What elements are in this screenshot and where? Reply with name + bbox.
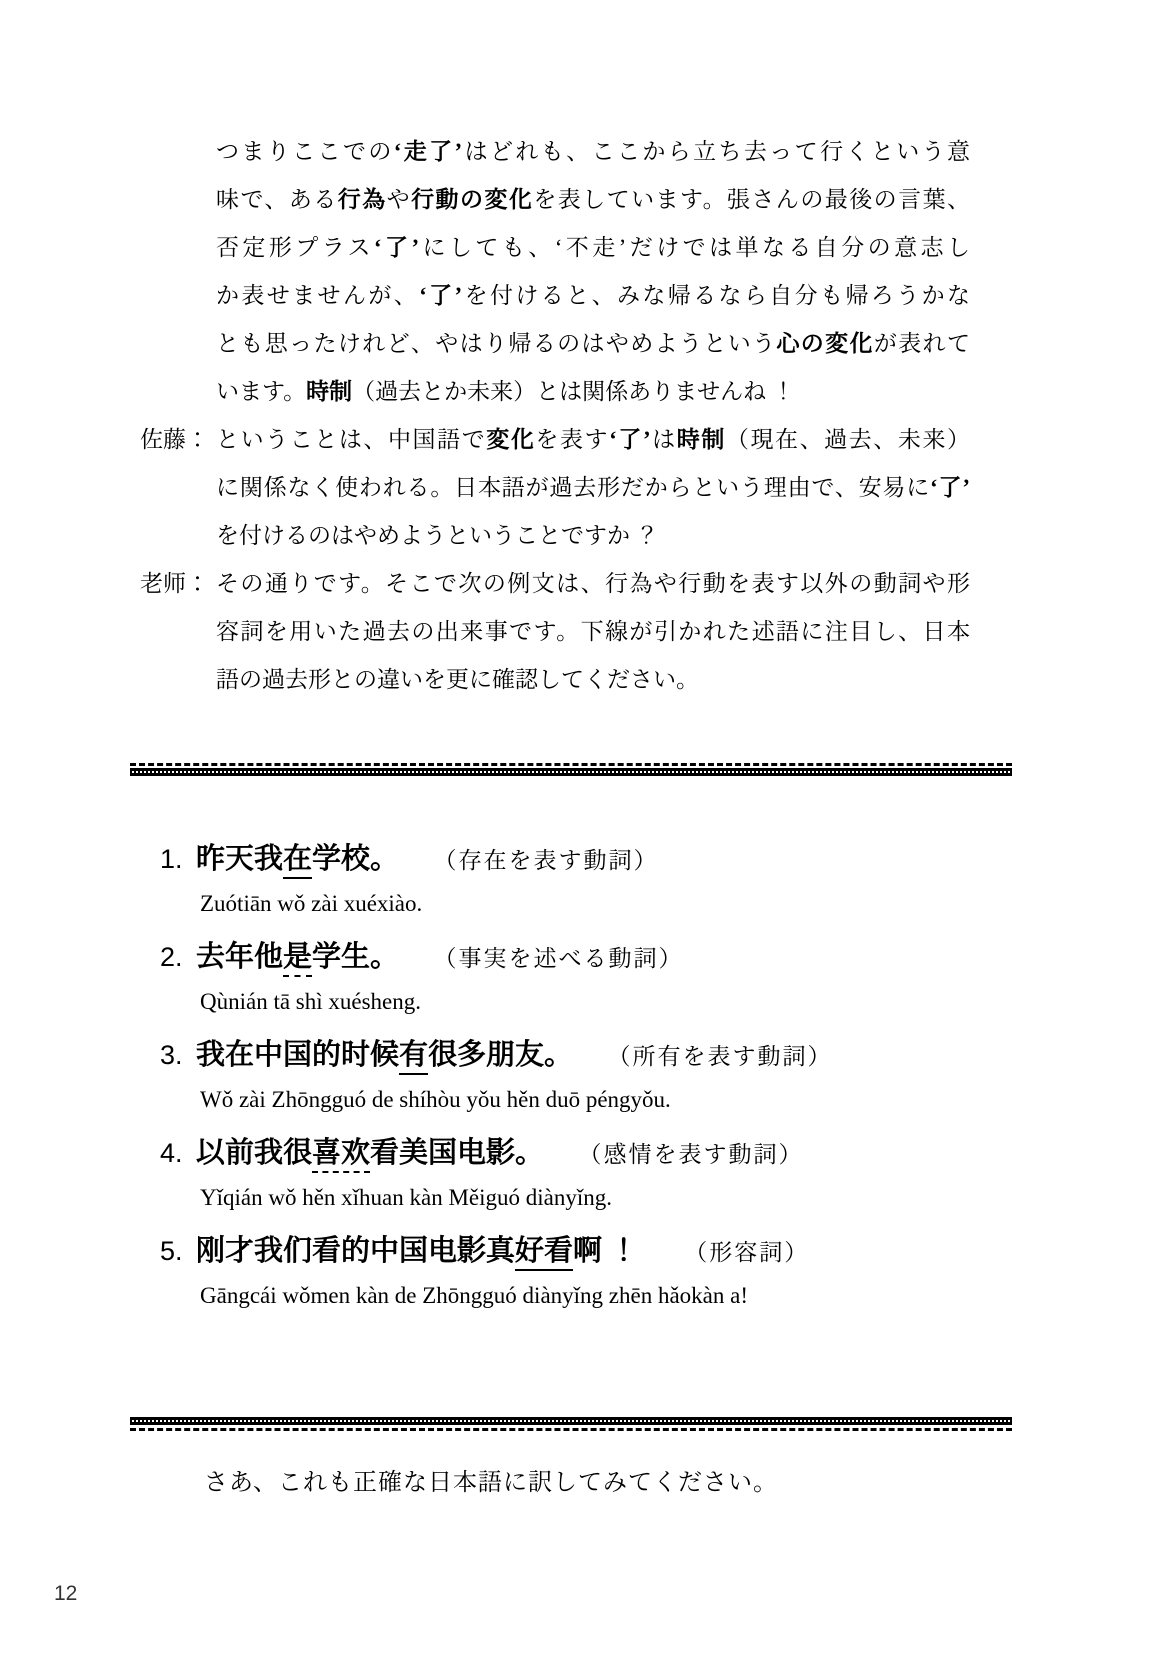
grammar-note: （形容詞）	[684, 1240, 810, 1265]
example-number: 4.	[160, 1138, 183, 1168]
text-run: 昨天我	[196, 843, 284, 875]
chinese-sentence	[196, 1039, 573, 1075]
text-run: 很多朋友。	[428, 1039, 574, 1071]
text-run: つまりここでの	[216, 139, 394, 164]
dialogue-section	[140, 128, 970, 704]
example-sentence-line	[160, 1130, 1012, 1178]
text-line	[216, 320, 970, 368]
text-run: （過去とか未来）とは関係ありませんね ！	[352, 379, 795, 404]
text-run: は	[650, 427, 677, 452]
underlined-word: 有	[399, 1039, 428, 1075]
text-run: 行動の変化	[411, 187, 534, 212]
text-line	[216, 560, 970, 608]
text-line	[216, 128, 970, 176]
text-run: か表せませんが、	[216, 283, 420, 308]
chinese-sentence	[196, 1235, 638, 1271]
paragraph-laoshi	[140, 560, 970, 704]
chinese-sentence	[196, 941, 399, 977]
text-line	[216, 368, 970, 416]
text-run: を付けるのはやめようということですか ？	[216, 523, 659, 548]
paragraph-sato	[140, 416, 970, 560]
text-line	[216, 608, 970, 656]
pinyin-line: Yǐqián wǒ hěn xǐhuan kàn Měiguó diànyǐng.	[200, 1185, 613, 1210]
text-run: 味で、ある	[216, 187, 338, 212]
text-run: や	[386, 187, 412, 212]
pinyin-line: Gāngcái wǒmen kàn de Zhōngguó diànyǐng zhēn hǎokàn a!	[200, 1283, 748, 1308]
grammar-note: （感情を表す動詞）	[590, 1142, 804, 1167]
section-divider-bottom	[130, 1417, 1012, 1431]
grammar-note: （所有を表す動詞）	[619, 1044, 833, 1069]
text-run: 以前我很	[196, 1137, 313, 1169]
pinyin-line: Wǒ zài Zhōngguó de shíhòu yǒu hěn duō péngyǒu.	[200, 1087, 671, 1112]
text-run: ‘了’	[930, 475, 970, 500]
text-run: 変化	[486, 427, 536, 452]
text-run: ‘了’	[609, 427, 651, 452]
grammar-note: （存在を表す動詞）	[445, 848, 659, 873]
divider-thick-line	[130, 1417, 1012, 1425]
text-run: います。	[216, 379, 307, 404]
text-run: はどれも、ここから立ち去って行くという意	[462, 139, 971, 164]
text-run: その通りです。そこで次の例文は、行為や行動を表す以外の動詞や形	[216, 571, 970, 596]
text-run: を表す	[535, 427, 610, 452]
example-sentence-line	[160, 1032, 1012, 1080]
text-run: ‘了’	[373, 235, 420, 260]
text-run: 去年他	[196, 941, 284, 973]
example-item-1	[160, 836, 1012, 924]
text-run: を付けると、みな帰るなら自分も帰ろうかな	[462, 283, 971, 308]
grammar-note: （事実を述べる動詞）	[445, 946, 684, 971]
paragraph-text	[216, 128, 970, 416]
text-run: 啊 ！	[573, 1235, 639, 1267]
example-sentences-section	[160, 836, 1012, 1326]
speaker-label-sato: 佐藤：	[140, 427, 209, 452]
text-run: 容詞を用いた過去の出来事です。下線が引かれた述語に注目し、日本	[216, 619, 970, 644]
example-number: 3.	[160, 1040, 183, 1070]
speaker-label-laoshi: 老师：	[140, 571, 209, 596]
text-run: に関係なく使われる。日本語が過去形だからという理由で、安易に	[216, 475, 931, 500]
text-run: 否定形プラス	[216, 235, 374, 260]
pinyin-line: Qùnián tā shì xuésheng.	[200, 989, 422, 1014]
divider-thick-line	[130, 768, 1012, 776]
chinese-sentence	[196, 1137, 544, 1173]
text-run: 看美国电影。	[370, 1137, 545, 1169]
page-number: 12	[54, 1582, 78, 1605]
text-run: （現在、過去、未来）	[725, 427, 971, 452]
text-run: ‘了’	[419, 283, 463, 308]
example-item-4	[160, 1130, 1012, 1218]
example-item-5	[160, 1228, 1012, 1316]
text-line	[216, 656, 970, 704]
example-number: 5.	[160, 1236, 183, 1266]
text-line	[216, 176, 970, 224]
text-run: 時制	[676, 427, 726, 452]
example-number: 2.	[160, 942, 183, 972]
paragraph-text	[216, 560, 970, 704]
section-divider-top	[130, 763, 1012, 776]
example-sentence-line	[160, 934, 1012, 982]
example-number: 1.	[160, 844, 183, 874]
text-run: 心の変化	[776, 331, 874, 356]
text-run: 学生。	[312, 941, 400, 973]
text-run: が表れて	[873, 331, 971, 356]
text-line	[216, 224, 970, 272]
divider-dashed-line	[130, 763, 1012, 766]
example-sentence-line	[160, 1228, 1012, 1276]
translation-prompt: さあ、これも正確な日本語に訳してみてください。	[204, 1470, 779, 1496]
text-run: 我在中国的时候	[196, 1039, 400, 1071]
text-run: ‘走了’	[393, 139, 463, 164]
text-run: 学校。	[312, 843, 400, 875]
text-run: ということは、中国語で	[216, 427, 487, 452]
example-item-3	[160, 1032, 1012, 1120]
chinese-sentence	[196, 843, 399, 879]
divider-dashed-line	[130, 1428, 1012, 1431]
example-item-2	[160, 934, 1012, 1022]
text-run: 行為	[337, 187, 387, 212]
paragraph-text	[216, 416, 970, 560]
text-run: とも思ったけれど、やはり帰るのはやめようという	[216, 331, 777, 356]
pinyin-line: Zuótiān wǒ zài xuéxiào.	[200, 891, 423, 916]
text-line	[216, 272, 970, 320]
text-run: 語の過去形との違いを更に確認してください。	[216, 667, 699, 692]
text-run: 刚才我们看的中国电影真	[196, 1235, 516, 1267]
paragraph-teacher-continued	[140, 128, 970, 416]
text-line	[216, 512, 970, 560]
underlined-word: 是	[283, 941, 312, 977]
text-run: にしても、‘不走’だけでは単なる自分の意志し	[419, 235, 970, 260]
text-line	[216, 464, 970, 512]
text-run: を表しています。張さんの最後の言葉、	[533, 187, 971, 212]
underlined-word: 好看	[515, 1235, 573, 1271]
text-run: 時制	[306, 379, 353, 404]
text-line	[216, 416, 970, 464]
underlined-word: 在	[283, 843, 312, 879]
example-sentence-line	[160, 836, 1012, 884]
underlined-word: 喜欢	[312, 1137, 370, 1173]
